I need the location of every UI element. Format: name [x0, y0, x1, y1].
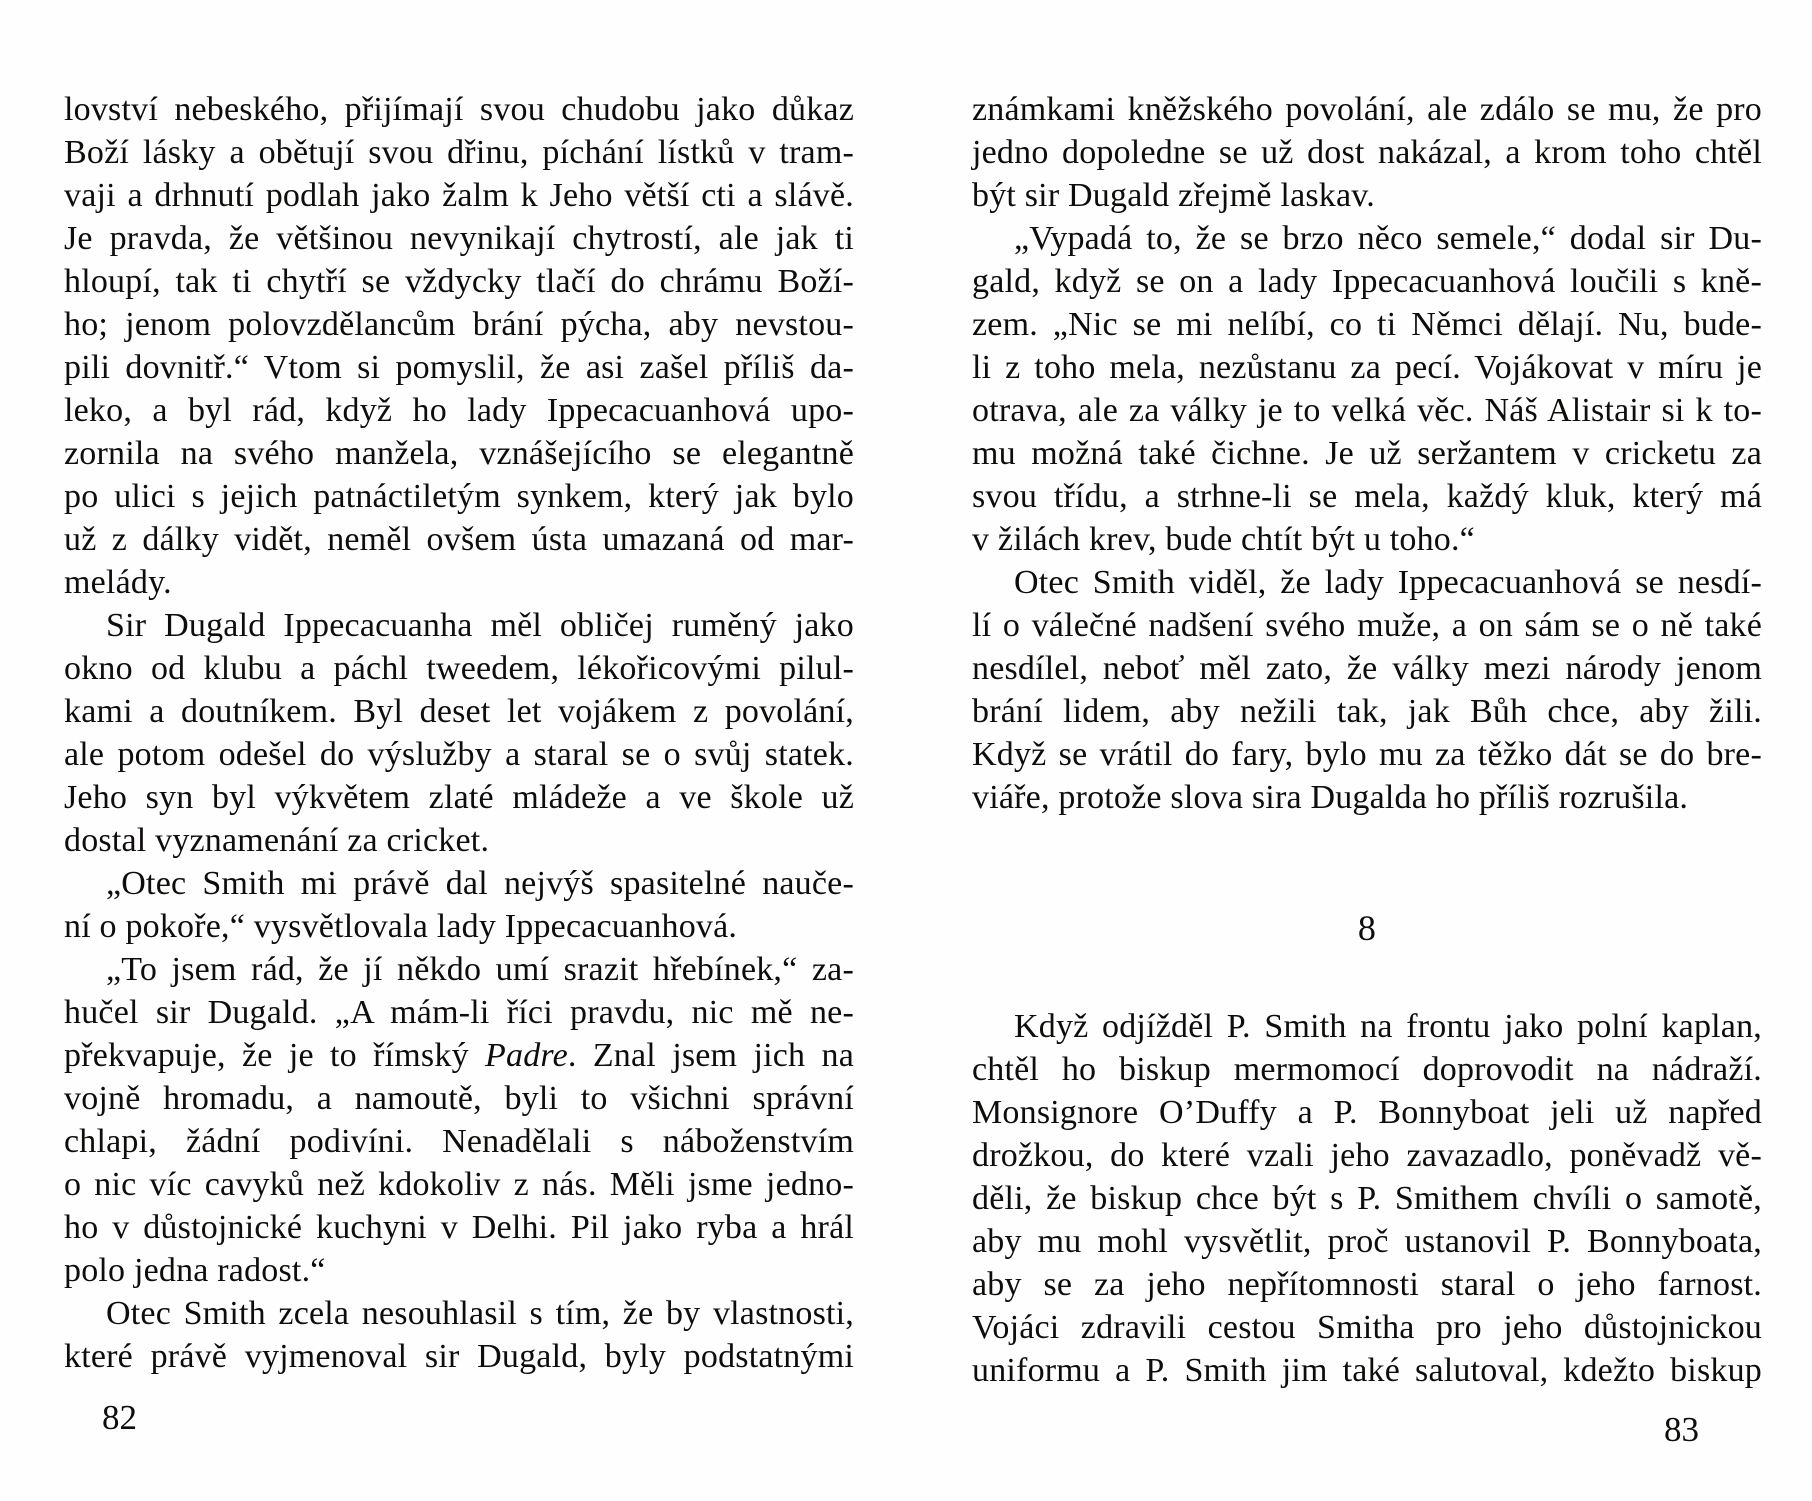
text-line: Otec Smith viděl, že lady Ippecacuanhová se nesdí- [1014, 564, 1762, 601]
page-number-left: 82 [102, 1398, 137, 1437]
text-line: ní o pokoře,“ vysvětlovala lady Ippecacuanhová. [64, 908, 738, 945]
text-line: ho; jenom polovzdělancům brání pýcha, aby nevstou- [64, 306, 854, 343]
text-line: Když odjížděl P. Smith na frontu jako polní kaplan, [1014, 1008, 1762, 1045]
text-line: brání lidem, aby nežili tak, jak Bůh chce, aby žili. [972, 693, 1762, 730]
text-line: jedno dopoledne se už dost nakázal, a krom toho chtěl [972, 134, 1762, 171]
text-line: Monsignore O’Duffy a P. Bonnyboat jeli už napřed [972, 1094, 1762, 1131]
text-line: chtěl ho biskup mermomocí doprovodit na nádraží. [972, 1051, 1762, 1088]
text-line: viáře, protože slova sira Dugalda ho příliš rozrušila. [972, 779, 1689, 816]
text-line: „Vypadá to, že se brzo něco semele,“ dodal sir Du- [1014, 220, 1762, 257]
text-line: kami a doutníkem. Byl deset let vojákem z povolání, [64, 693, 854, 730]
text-line: svou třídu, a strhne-li se mela, každý kluk, který má [972, 478, 1762, 515]
text-line: ho v důstojnické kuchyni v Delhi. Pil jako ryba a hrál [64, 1209, 854, 1246]
text-line: už z dálky vidět, neměl ovšem ústa umazaná od mar- [64, 521, 854, 558]
chapter-number: 8 [1357, 908, 1377, 948]
text-line: děli, že biskup chce být s P. Smithem chvíli o samotě, [972, 1180, 1762, 1217]
page-right-text [972, 88, 1762, 1392]
text-line: zem. „Nic se mi nelíbí, co ti Němci dělají. Nu, bude- [972, 306, 1762, 343]
text-line: Je pravda, že většinou nevynikají chytrostí, ale jak ti [64, 220, 854, 257]
text-line: gald, když se on a lady Ippecacuanhová loučili s kně- [972, 263, 1762, 300]
text-line: aby se za jeho nepřítomnosti staral o jeho farnost. [972, 1266, 1762, 1303]
text-line: Sir Dugald Ippecacuanha měl obličej ruměný jako [106, 607, 854, 644]
text-line: dostal vyznamenání za cricket. [64, 822, 490, 859]
text-line: po ulici s jejich patnáctiletým synkem, který jak bylo [64, 478, 854, 515]
text-line: hučel sir Dugald. „A mám-li říci pravdu, nic mě ne- [64, 994, 854, 1031]
text-line: lí o válečné nadšení svého muže, a on sám se o ně také [972, 607, 1762, 644]
text-line: překvapuje, že je to římský Padre. Znal jsem jich na [64, 1037, 854, 1074]
text-line: které právě vyjmenoval sir Dugald, byly podstatnými [64, 1338, 854, 1375]
text-line: být sir Dugald zřejmě laskav. [972, 177, 1375, 214]
text-line: otrava, ale za války je to velká věc. Náš Alistair si k to- [972, 392, 1762, 429]
text-line: vaji a drhnutí podlah jako žalm k Jeho větší cti a slávě. [64, 177, 854, 214]
text-line: „Otec Smith mi právě dal nejvýš spasitelné nauče- [106, 865, 854, 902]
page-left-text [64, 88, 854, 1378]
text-line: okno od klubu a páchl tweedem, lékořicovými pilul- [64, 650, 854, 687]
text-line: Otec Smith zcela nesouhlasil s tím, že by vlastnosti, [106, 1295, 854, 1332]
text-line: pili dovnitř.“ Vtom si pomyslil, že asi zašel příliš da- [64, 349, 854, 386]
text-line: Jeho syn byl výkvětem zlaté mládeže a ve škole už [64, 779, 854, 816]
text-line: zornila na svého manžela, vznášejícího se elegantně [64, 435, 854, 472]
text-line: ale potom odešel do výslužby a staral se o svůj statek. [64, 736, 854, 773]
text-line: drožkou, do které vzali jeho zavazadlo, poněvadž vě- [972, 1137, 1762, 1174]
text-line: známkami kněžského povolání, ale zdálo se mu, že pro [972, 91, 1762, 128]
text-line: uniformu a P. Smith jim také salutoval, kdežto biskup [972, 1352, 1762, 1389]
text-line: li z toho mela, nezůstanu za pecí. Vojákovat v míru je [972, 349, 1762, 386]
text-line: melády. [64, 564, 172, 601]
text-line: Boží lásky a obětují svou dřinu, píchání lístků v tram- [64, 134, 854, 171]
text-line: Vojáci zdravili cestou Smitha pro jeho důstojnickou [972, 1309, 1762, 1346]
text-line: aby mu mohl vysvětlit, proč ustanovil P. Bonnyboata, [972, 1223, 1762, 1260]
text-line: „To jsem rád, že jí někdo umí srazit hřebínek,“ za- [106, 951, 854, 988]
text-line: Když se vrátil do fary, bylo mu za těžko dát se do bre- [972, 736, 1762, 773]
text-line: lovství nebeského, přijímají svou chudobu jako důkaz [64, 91, 854, 128]
text-line: o nic víc cavyků než kdokoliv z nás. Měli jsme jedno- [64, 1166, 854, 1203]
text-line: chlapi, žádní podivíni. Nenadělali s náboženstvím [64, 1123, 854, 1160]
text-line: hloupí, tak ti chytří se vždycky tlačí do chrámu Boží- [64, 263, 854, 300]
text-line: polo jedna radost.“ [64, 1252, 326, 1289]
text-line: mu možná také čichne. Je už seržantem v cricketu za [972, 435, 1762, 472]
text-line: leko, a byl rád, když ho lady Ippecacuanhová upo- [64, 392, 854, 429]
page-number-right: 83 [1664, 1410, 1699, 1449]
text-line: v žilách krev, bude chtít být u toho.“ [972, 521, 1475, 558]
text-line: vojně hromadu, a namoutě, byli to všichni správní [64, 1080, 854, 1117]
text-line: nesdílel, neboť měl zato, že války mezi národy jenom [972, 650, 1762, 687]
